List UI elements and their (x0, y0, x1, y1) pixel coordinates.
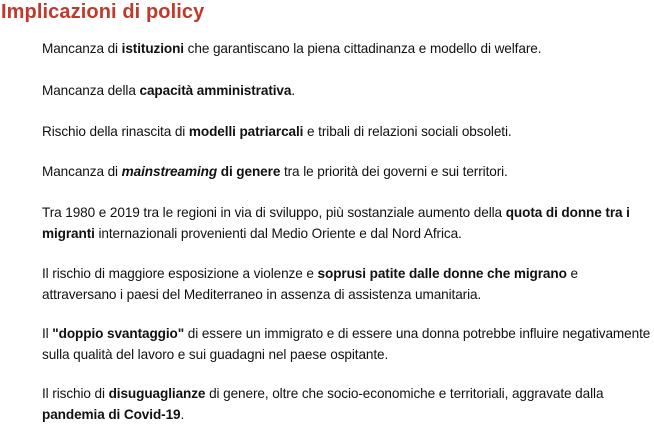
policy-point-soprusi: Il rischio di maggiore esposizione a violenze e soprusi patite dalle donne che migrano e attraversano i paesi del Mediterraneo in assenza di assistenza umanitaria. (42, 266, 578, 302)
policy-point-disuguaglianze: Il rischio di disuguaglianze di genere, oltre che socio-economiche e territoriali, aggravate dalla pandemia di Covid-19. (42, 386, 604, 422)
policy-point-istituzioni: Mancanza di istituzioni che garantiscano la piena cittadinanza e modello di welfare. (42, 41, 542, 56)
policy-point-mainstreaming: Mancanza di mainstreaming di genere tra le priorità dei governi e sui territori. (42, 164, 508, 179)
slide-title: Implicazioni di policy (1, 1, 205, 23)
policy-point-capacita: Mancanza della capacità amministrativa. (42, 83, 296, 98)
policy-point-patriarcali: Rischio della rinascita di modelli patriarcali e tribali di relazioni sociali obsoleti. (42, 124, 512, 139)
policy-point-doppio-svantaggio: Il "doppio svantaggio" di essere un immigrato e di essere una donna potrebbe influire negativamente sulla qualità del lavoro e sui guadagni nel paese ospitante. (42, 326, 651, 362)
policy-point-quota-migranti: Tra 1980 e 2019 tra le regioni in via di sviluppo, più sostanziale aumento della quota di donne tra i migranti internazionali provenienti dal Medio Oriente e dal Nord Africa. (42, 205, 630, 241)
